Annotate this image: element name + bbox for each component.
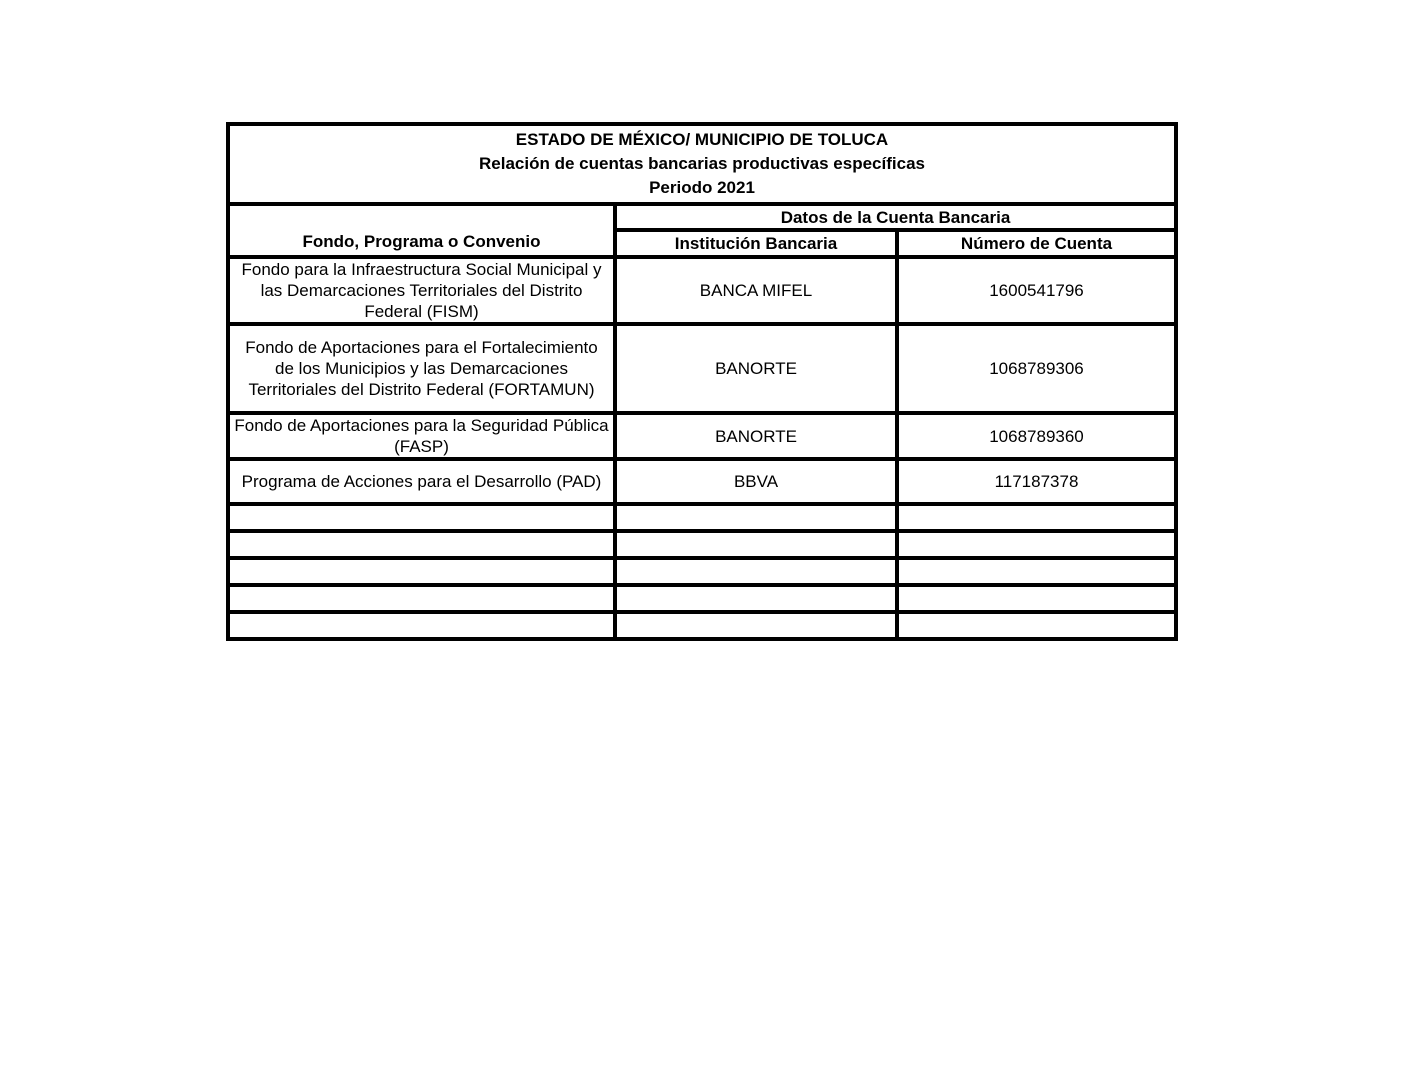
empty-row-4-account — [897, 585, 1176, 612]
row-4-fund: Programa de Acciones para el Desarrollo (PAD) — [228, 459, 615, 504]
empty-row-1-bank — [615, 504, 897, 531]
row-1-bank: BANCA MIFEL — [615, 257, 897, 324]
row-3-bank: BANORTE — [615, 413, 897, 459]
row-2-bank: BANORTE — [615, 324, 897, 413]
empty-row-2-fund — [228, 531, 615, 558]
row-4-bank: BBVA — [615, 459, 897, 504]
empty-row-2-account — [897, 531, 1176, 558]
empty-row-4-bank — [615, 585, 897, 612]
empty-row-5-bank — [615, 612, 897, 639]
table-title-block — [228, 124, 1176, 204]
row-3-account: 1068789360 — [897, 413, 1176, 459]
row-2-fund: Fondo de Aportaciones para el Fortalecimiento de los Municipios y las Demarcaciones Territoriales del Distrito Federal (FORTAMUN) — [228, 324, 615, 413]
row-4-account: 117187378 — [897, 459, 1176, 504]
empty-row-3-account — [897, 558, 1176, 585]
empty-row-4-fund — [228, 585, 615, 612]
empty-row-3-bank — [615, 558, 897, 585]
empty-row-1-account — [897, 504, 1176, 531]
header-account-data-group: Datos de la Cuenta Bancaria — [615, 204, 1176, 230]
empty-row-2-bank — [615, 531, 897, 558]
title-line-3: Periodo 2021 — [649, 178, 755, 197]
empty-row-1-fund — [228, 504, 615, 531]
header-fund: Fondo, Programa o Convenio — [228, 204, 615, 257]
title-line-2: Relación de cuentas bancarias productivas específicas — [479, 154, 925, 173]
empty-row-3-fund — [228, 558, 615, 585]
empty-row-5-fund — [228, 612, 615, 639]
row-1-fund: Fondo para la Infraestructura Social Municipal y las Demarcaciones Territoriales del Distrito Federal (FISM) — [228, 257, 615, 324]
row-2-account: 1068789306 — [897, 324, 1176, 413]
header-bank: Institución Bancaria — [615, 230, 897, 257]
row-1-account: 1600541796 — [897, 257, 1176, 324]
title-line-1: ESTADO DE MÉXICO/ MUNICIPIO DE TOLUCA — [515, 130, 889, 149]
row-3-fund: Fondo de Aportaciones para la Seguridad Pública (FASP) — [228, 413, 615, 459]
empty-row-5-account — [897, 612, 1176, 639]
header-account-number: Número de Cuenta — [897, 230, 1176, 257]
